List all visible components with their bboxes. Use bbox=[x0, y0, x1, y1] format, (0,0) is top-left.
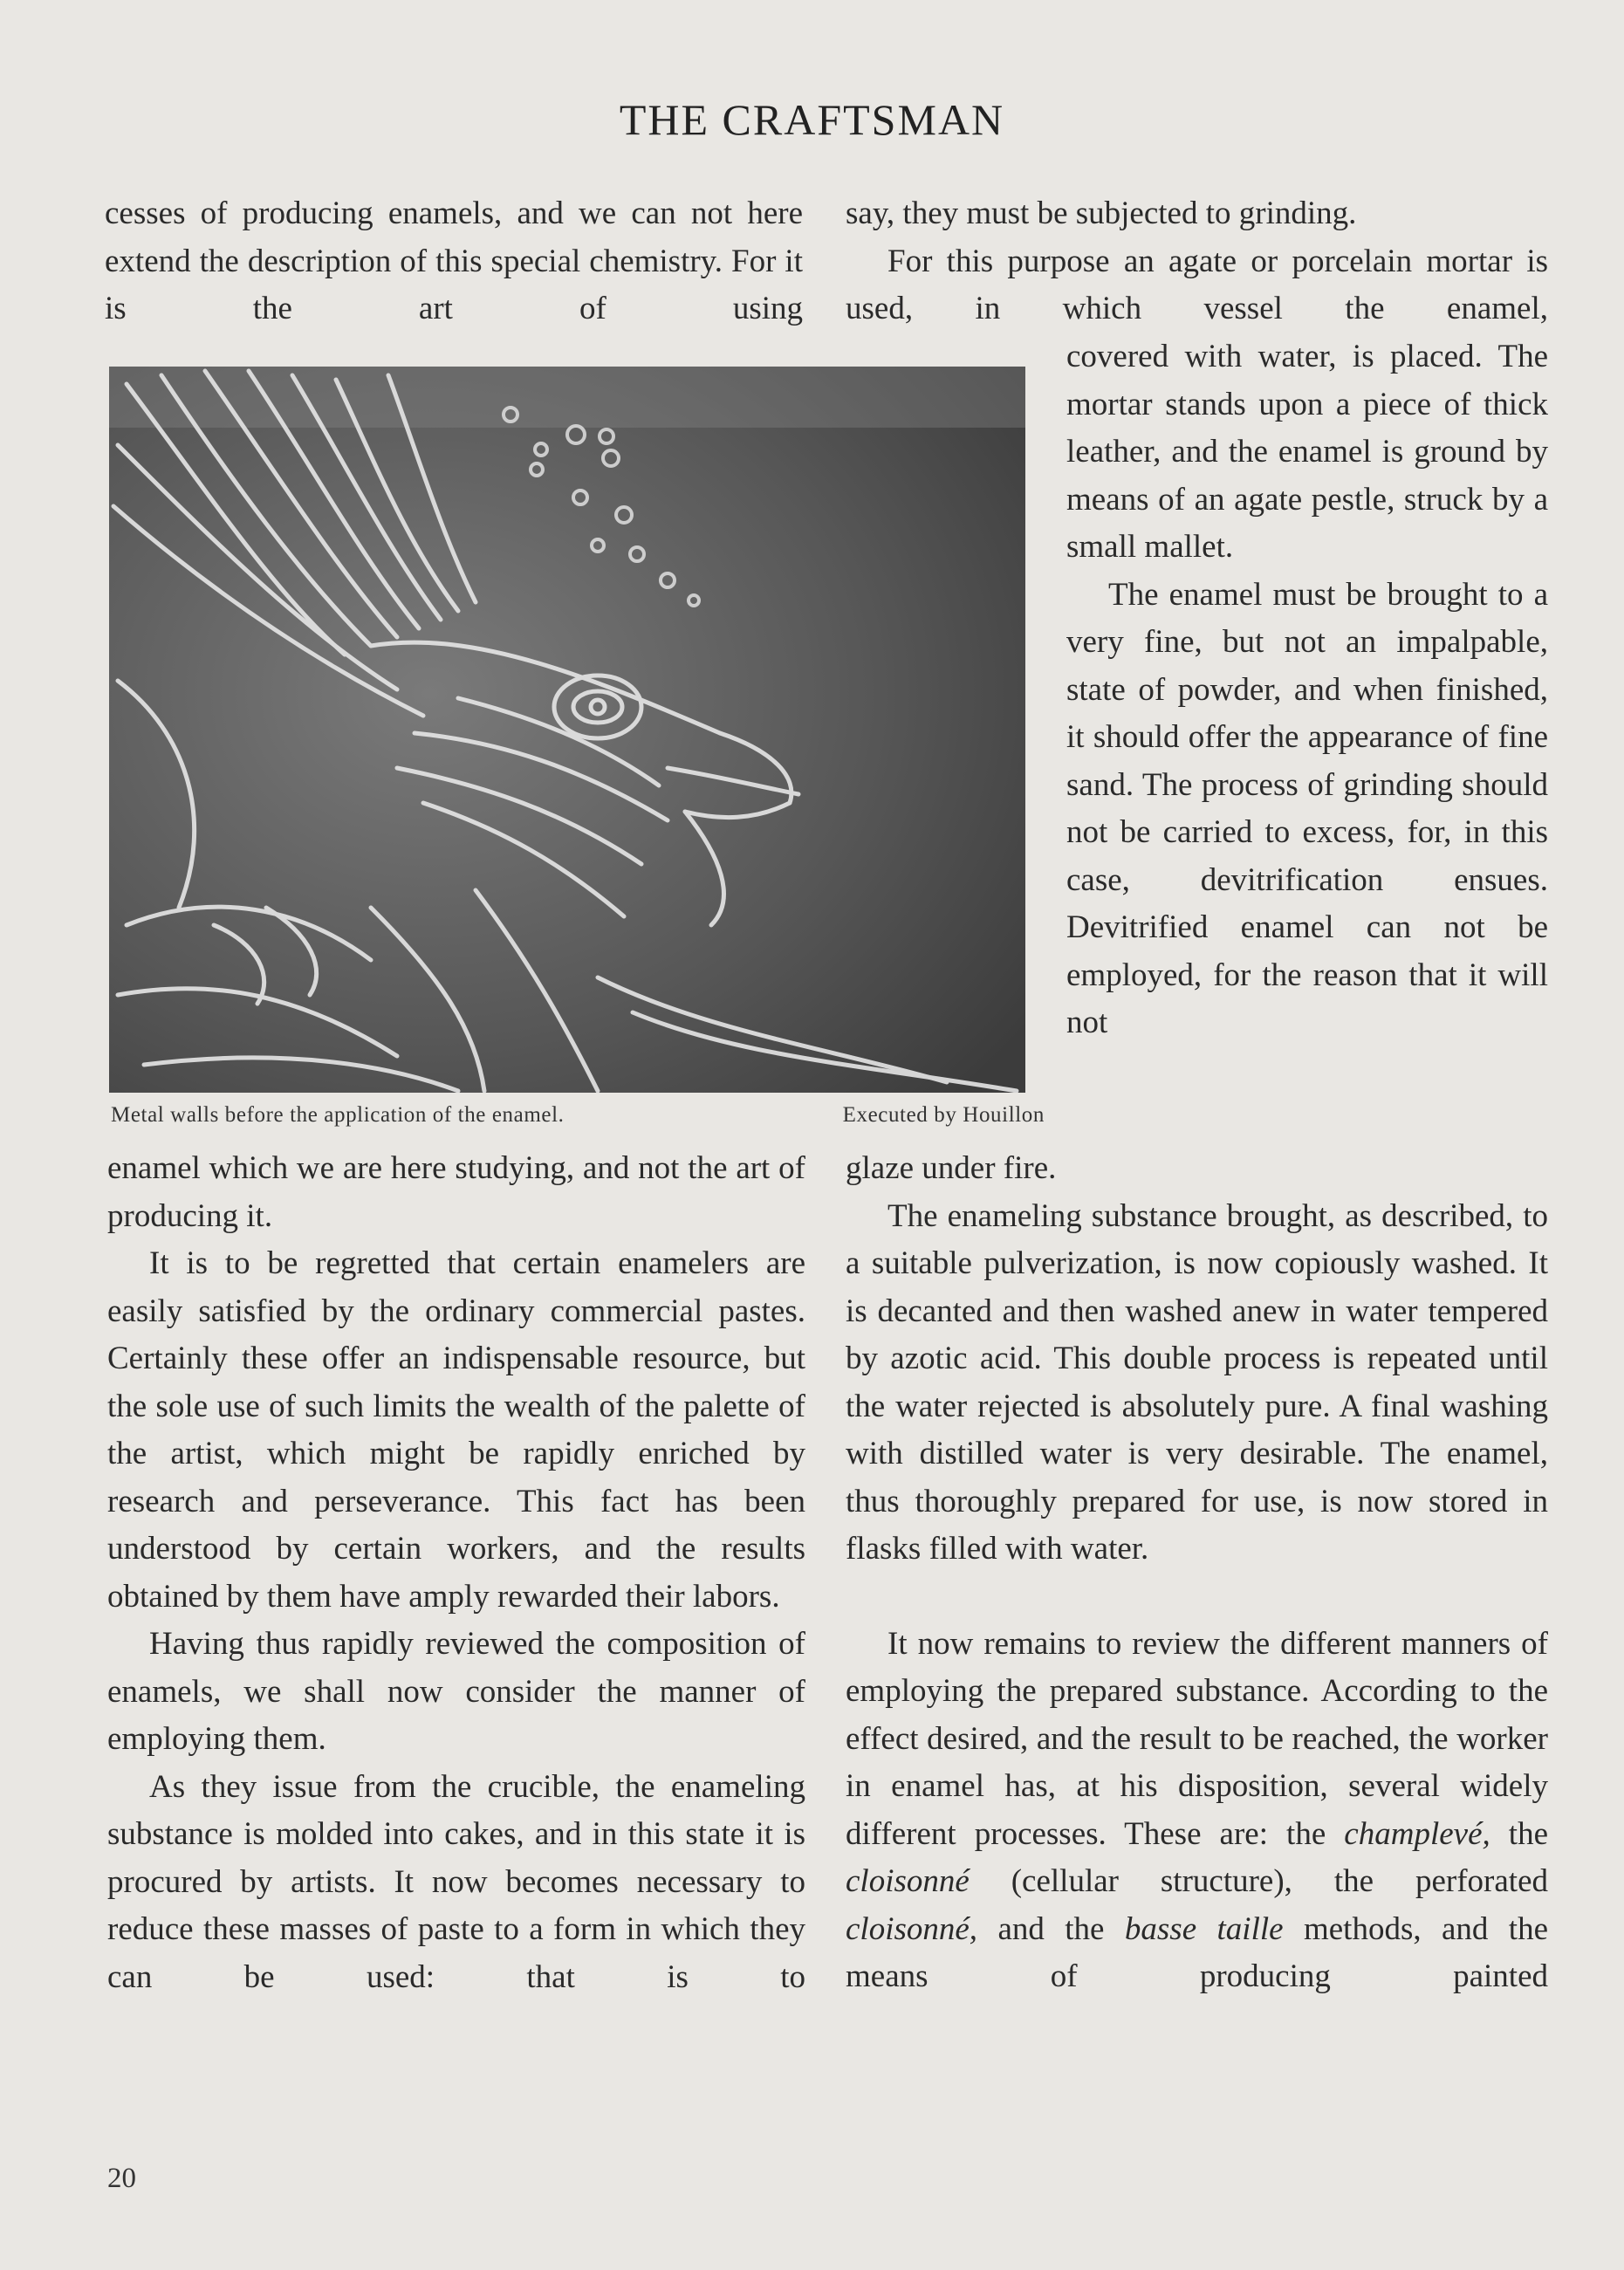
right-column-top bbox=[846, 190, 1548, 333]
text-run: methods, and the means of producing painted bbox=[846, 1910, 1549, 1994]
left-column-top bbox=[105, 190, 803, 333]
fish-engraving-image bbox=[109, 367, 1025, 1093]
page-title: THE CRAFTSMAN bbox=[619, 95, 1005, 144]
paragraph: The enamel must be brought to a very fine, but not an impalpable, state of powder, and when finished, it should offer the appearance of fine sand. The process of grinding should not be carried to excess, for, in this case, devitrification ensues. Devitrified enamel can not be employed, for the reason that it will not bbox=[1066, 576, 1548, 1040]
term-champleve: champlevé, bbox=[1344, 1815, 1490, 1852]
text-run: It now remains to review the different manners of employing the prepared substance. According to the effect desired, and the result to be reached, the worker in enamel has, at his disposition, several widely different processes. These are: the bbox=[846, 1625, 1548, 1852]
enamel-metal-walls-figure bbox=[109, 367, 1025, 1093]
paragraph: As they issue from the crucible, the enameling substance is molded into cakes, and in this state it is procured by artists. It now becomes necessary to reduce these masses of paste to a form in which they can be used: that is to bbox=[107, 1768, 805, 1995]
caption-credit: Executed by Houillon bbox=[842, 1103, 1045, 1127]
caption-text: Metal walls before the application of the enamel. bbox=[111, 1103, 565, 1127]
text-run: and the bbox=[977, 1910, 1125, 1947]
left-column-bottom bbox=[107, 1145, 805, 2001]
paragraph: covered with water, is placed. The mortar stands upon a piece of thick leather, and the enamel is ground by means of an agate pestle, struck by a small mallet. bbox=[1066, 339, 1548, 565]
page-number: 20 bbox=[107, 2163, 136, 2194]
term-basse-taille: basse taille bbox=[1124, 1910, 1284, 1947]
paragraph: say, they must be subjected to grinding. bbox=[846, 195, 1357, 231]
paragraph: cesses of producing enamels, and we can not here extend the description of this special chemistry. For it is the art of using bbox=[105, 195, 803, 326]
paragraph: glaze under fire. bbox=[846, 1150, 1057, 1186]
paragraph: It is to be regretted that certain enamelers are easily satisfied by the ordinary commercial pastes. Certainly these offer an indispensable resource, but the sole use of such limits the wealth of the palette of the artist, which might be rapidly enriched by research and perseverance. This fact has been understood by certain workers, and the results obtained by them have amply rewarded their labors. bbox=[107, 1245, 805, 1615]
figure-caption bbox=[111, 1103, 1045, 1128]
right-column-bottom bbox=[846, 1145, 1548, 2001]
text-run: (cellular structure), the perforated bbox=[969, 1863, 1548, 1899]
paragraph: The enameling substance brought, as described, to a suitable pulverization, is now copiously washed. It is decanted and then washed anew in water tempered by azotic acid. This double process is repeated until the water rejected is absolutely pure. A final washing with distilled water is very desirable. The enamel, thus thoroughly prepared for use, is now stored in flasks filled with water. bbox=[846, 1197, 1548, 1567]
paragraph bbox=[846, 1621, 1548, 2001]
paragraph: Having thus rapidly reviewed the composition of enamels, we shall now consider the manner of employing them. bbox=[107, 1626, 805, 1757]
term-cloisonne: cloisonné bbox=[846, 1863, 970, 1899]
text-run: the bbox=[1490, 1815, 1548, 1852]
right-column-narrow bbox=[1066, 333, 1548, 1047]
term-perforated-cloisonne: cloisonné, bbox=[846, 1910, 978, 1947]
paragraph: enamel which we are here studying, and not the art of producing it. bbox=[107, 1150, 805, 1234]
paragraph: For this purpose an agate or porcelain mortar is used, in which vessel the enamel, bbox=[846, 243, 1548, 326]
